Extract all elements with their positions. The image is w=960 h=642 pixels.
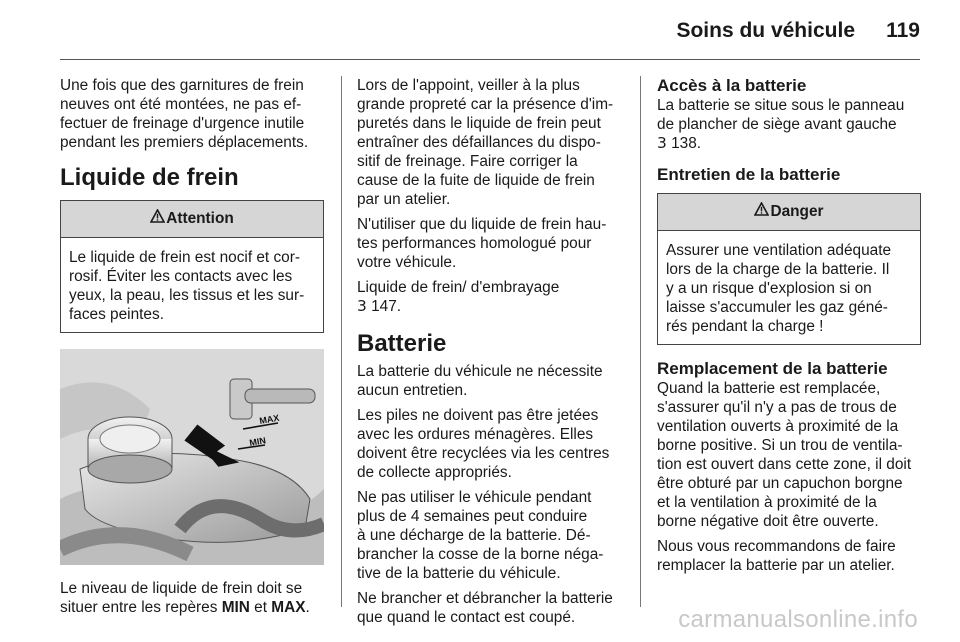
page-ref-icon: 3 — [357, 297, 367, 315]
battery-replacement-heading: Remplacement de la batterie — [657, 359, 888, 378]
danger-box-header — [658, 194, 920, 231]
figure-label-min: MIN — [248, 435, 267, 448]
battery-access-body: La batterie se situe sous le panneau de plancher de siège avant gauche — [657, 97, 905, 133]
battery-replacement-text: Quand la batterie est remplacée, s'assurer qu'il n'y a pas de trous de ventilation ouverts à proximité de la borne positive. Si un trou de ventila- tion est ouvert dans cette zone, il doit être obturé par un capuchon borgne et la ventilation à proximité de la borne négative doit être ouverte. — [657, 380, 912, 530]
fluid-level-and: et — [249, 599, 272, 616]
brake-fluid-reservoir-figure — [60, 349, 324, 565]
battery-access-page[interactable]: 138. — [666, 135, 702, 152]
column-1 — [60, 76, 324, 623]
fluid-level-text: Le niveau de liquide de frein doit se situer entre les repères — [60, 580, 303, 616]
battery-discharge: Ne pas utiliser le véhicule pendant plus de 4 semaines peut conduire à une décharge de la batterie. Dé- brancher la cosse de la borne néga- tive de la batterie du véhicule. — [357, 489, 604, 582]
page-ref-icon: 3 — [657, 134, 667, 152]
battery-connect: Ne brancher et débrancher la batterie que quand le contact est coupé. — [357, 590, 613, 626]
battery-maintenance-free: La batterie du véhicule ne nécessite aucun entretien. — [357, 363, 603, 399]
min-mark: MIN — [221, 599, 250, 616]
fluid-reference-text: Liquide de frein/ d'embrayage — [357, 279, 560, 296]
battery-access-text — [657, 96, 921, 153]
battery-access-heading: Accès à la batterie — [657, 76, 807, 95]
battery-maintenance-heading: Entretien de la batterie — [657, 165, 841, 184]
column-3 — [657, 76, 921, 581]
attention-title: Attention — [166, 210, 234, 228]
brake-pads-intro: Une fois que des garnitures de frein neuves ont été montées, ne pas ef- fectuer de freinage d'urgence inutile pendant les premiers déplacements. — [60, 77, 309, 151]
attention-box-header — [61, 201, 323, 238]
battery-replacement-advice: Nous vous recommandons de faire remplacer la batterie par un atelier. — [657, 538, 896, 574]
fluid-reference — [357, 278, 623, 316]
fluid-reference-page[interactable]: 147. — [366, 298, 402, 315]
page-header — [0, 0, 960, 62]
danger-box — [657, 193, 921, 345]
column-divider-1 — [341, 76, 342, 607]
attention-body: Le liquide de frein est nocif et cor- rosif. Éviter les contacts avec les yeux, la peau, les tissus et les sur- faces peintes. — [69, 249, 305, 323]
figure-label-max: MAX — [258, 412, 281, 426]
fluid-level-end: . — [305, 599, 310, 616]
attention-box — [60, 200, 324, 333]
battery-heading: Batterie — [357, 330, 447, 357]
warning-triangle-icon — [150, 201, 165, 237]
watermark: carmanualsonline.info — [678, 606, 918, 633]
battery-disposal: Les piles ne doivent pas être jetées avec les ordures ménagères. Elles doivent être recyclées via les centres de collecte appropriés. — [357, 407, 610, 481]
danger-body: Assurer une ventilation adéquate lors de la charge de la batterie. Il y a un risque d'explosion si on laisse s'accumuler les gaz géné- rés pendant la charge ! — [666, 242, 892, 335]
warning-triangle-icon — [754, 194, 769, 230]
max-mark: MAX — [271, 599, 306, 616]
column-divider-2 — [640, 76, 641, 607]
danger-title: Danger — [770, 203, 824, 221]
section-title: Soins du véhicule — [676, 19, 855, 42]
page-number: 119 — [886, 19, 920, 42]
approved-fluid-paragraph: N'utiliser que du liquide de frein hau- tes performances homologué pour votre véhicule. — [357, 216, 607, 271]
column-2 — [357, 76, 623, 633]
refill-paragraph: Lors de l'appoint, veiller à la plus grande propreté car la présence d'im- puretés dans le liquide de frein peut entraîner des défaillances du dispo- sitif de freinage. Faire corriger la cause de la fuite de liquide de frein par un atelier. — [357, 77, 614, 208]
brake-fluid-heading: Liquide de frein — [60, 164, 239, 191]
header-rule — [60, 59, 920, 60]
fluid-level-instruction — [60, 579, 324, 617]
